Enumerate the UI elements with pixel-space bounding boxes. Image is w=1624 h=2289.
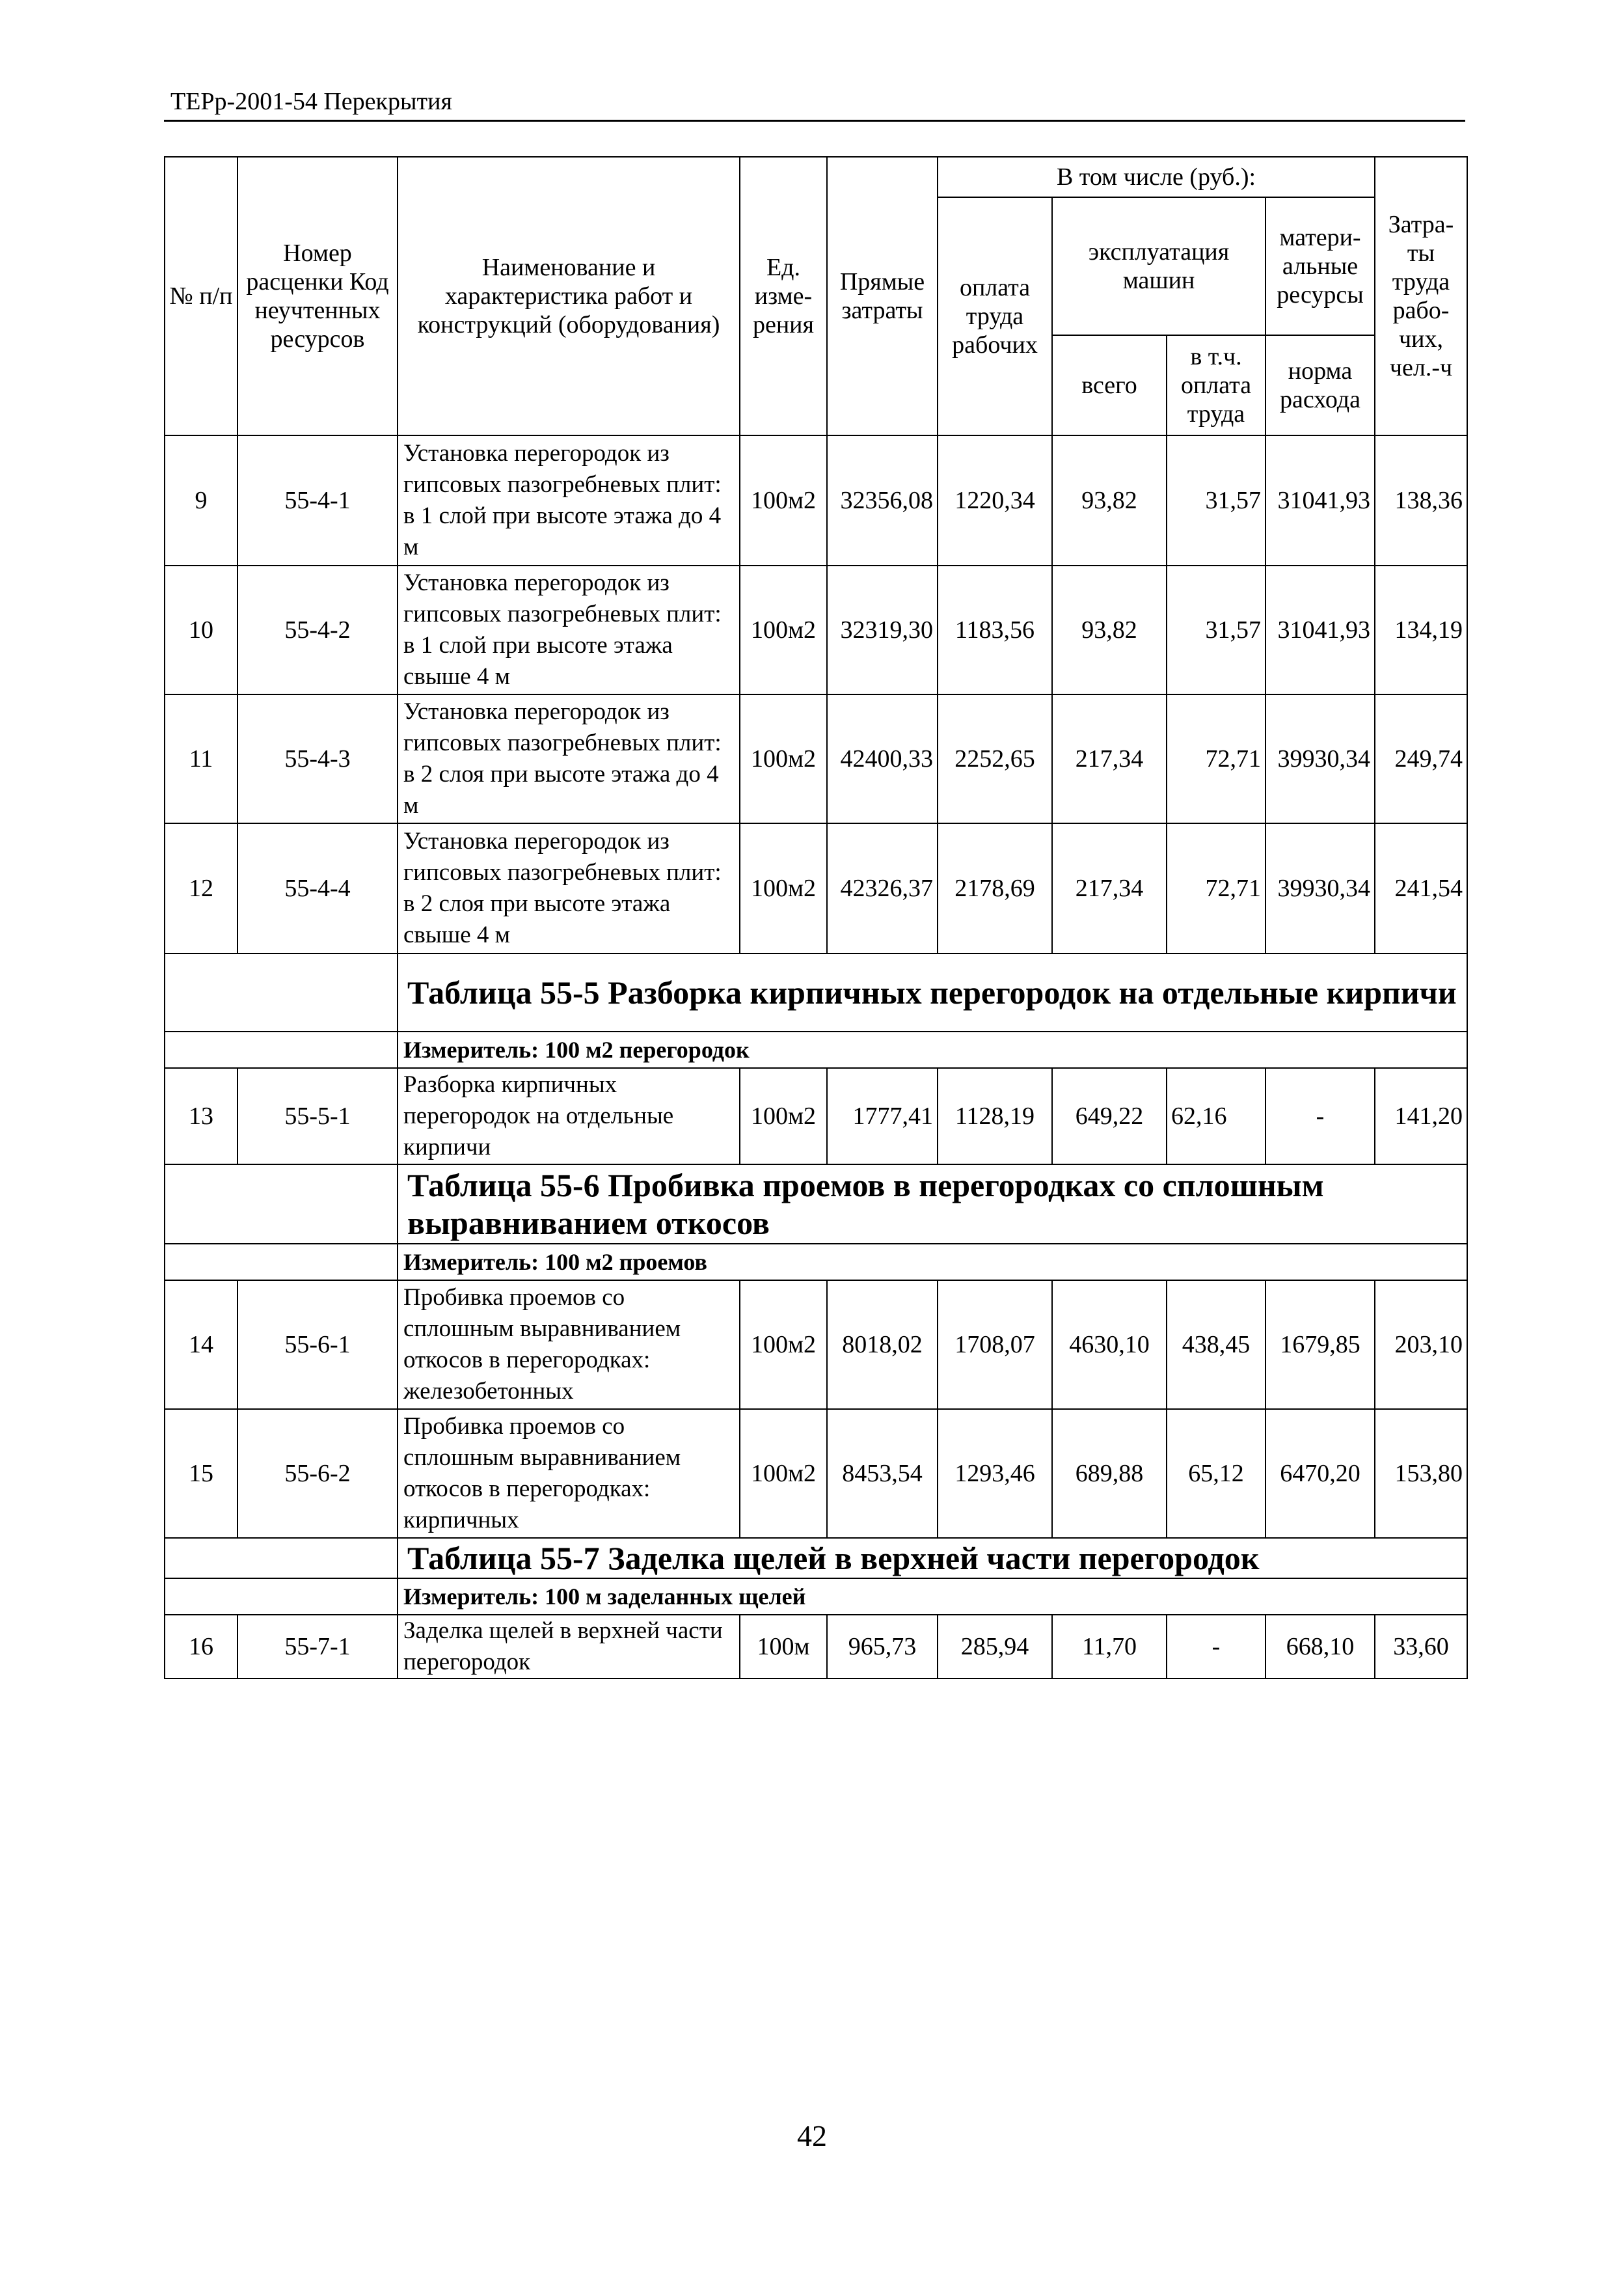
cell-labor-hours: 153,80 <box>1375 1409 1467 1538</box>
cell-unit: 100м2 <box>740 566 827 694</box>
cell-code: 55-4-1 <box>237 435 398 566</box>
cell-num: 12 <box>165 823 237 953</box>
cell-machines-total: 4630,10 <box>1052 1280 1167 1409</box>
col-header-materials: матери- альные ресурсы <box>1265 197 1375 335</box>
col-header-machines-total: всего <box>1052 335 1167 435</box>
cell-name: Установка перегородок из гипсовых пазогребневых плит: в 2 слоя при высоте этажа до 4 м <box>398 694 740 823</box>
col-header-materials-norm: норма расхода <box>1265 335 1375 435</box>
table-row <box>165 1280 1467 1409</box>
cell-materials: 31041,93 <box>1265 435 1375 566</box>
section-meter: Измеритель: 100 м2 перегородок <box>398 1032 1467 1068</box>
cell-direct: 965,73 <box>827 1615 938 1679</box>
cell-num: 11 <box>165 694 237 823</box>
table-row <box>165 823 1467 953</box>
section-title: Таблица 55-5 Разборка кирпичных перегородок на отдельные кирпичи <box>398 953 1467 1032</box>
cell-labor-pay: 2178,69 <box>938 823 1052 953</box>
col-header-machines-labor: в т.ч. оплата труда <box>1167 335 1265 435</box>
cell-name: Разборка кирпичных перегородок на отдельные кирпичи <box>398 1068 740 1164</box>
cell-machines-total: 11,70 <box>1052 1615 1167 1679</box>
cell-materials: - <box>1265 1068 1375 1164</box>
cell-labor-hours: 33,60 <box>1375 1615 1467 1679</box>
cell-materials: 31041,93 <box>1265 566 1375 694</box>
cell-machines-total: 217,34 <box>1052 823 1167 953</box>
cell-direct: 32356,08 <box>827 435 938 566</box>
cell-direct: 1777,41 <box>827 1068 938 1164</box>
cell-code: 55-4-2 <box>237 566 398 694</box>
table-row <box>165 1615 1467 1679</box>
cell-direct: 8018,02 <box>827 1280 938 1409</box>
cell-code: 55-5-1 <box>237 1068 398 1164</box>
cell-materials: 668,10 <box>1265 1615 1375 1679</box>
cell-code: 55-6-1 <box>237 1280 398 1409</box>
cell-labor-hours: 249,74 <box>1375 694 1467 823</box>
cell-unit: 100м2 <box>740 435 827 566</box>
cell-materials: 39930,34 <box>1265 823 1375 953</box>
cell-labor-pay: 1183,56 <box>938 566 1052 694</box>
section-spacer <box>165 1164 398 1244</box>
col-header-num: № п/п <box>165 157 237 435</box>
cell-code: 55-6-2 <box>237 1409 398 1538</box>
cell-labor-hours: 134,19 <box>1375 566 1467 694</box>
cell-name: Пробивка проемов со сплошным выравниванием откосов в перегородках: железобетонных <box>398 1280 740 1409</box>
section-title: Таблица 55-6 Пробивка проемов в перегородках со сплошным выравниванием откосов <box>398 1164 1467 1244</box>
table-row <box>165 435 1467 566</box>
cell-name: Пробивка проемов со сплошным выравниванием откосов в перегородках: кирпичных <box>398 1409 740 1538</box>
cell-direct: 8453,54 <box>827 1409 938 1538</box>
cell-unit: 100м2 <box>740 1409 827 1538</box>
cell-code: 55-4-3 <box>237 694 398 823</box>
col-header-labor-hours: Затра- ты труда рабо- чих, чел.-ч <box>1375 157 1467 435</box>
page-number: 42 <box>797 2119 827 2152</box>
cell-machines-total: 93,82 <box>1052 566 1167 694</box>
section-title: Таблица 55-7 Заделка щелей в верхней части перегородок <box>398 1538 1467 1578</box>
cell-machines-total: 217,34 <box>1052 694 1167 823</box>
cell-labor-pay: 1220,34 <box>938 435 1052 566</box>
cell-code: 55-4-4 <box>237 823 398 953</box>
cell-name: Заделка щелей в верхней части перегородок <box>398 1615 740 1679</box>
cell-labor-pay: 1708,07 <box>938 1280 1052 1409</box>
cell-labor-hours: 138,36 <box>1375 435 1467 566</box>
col-header-name: Наименование и характеристика работ и конструкций (оборудования) <box>398 157 740 435</box>
cell-direct: 42400,33 <box>827 694 938 823</box>
col-header-unit: Ед. изме- рения <box>740 157 827 435</box>
cell-num: 13 <box>165 1068 237 1164</box>
cell-machines-labor: 62,16 <box>1167 1068 1265 1164</box>
cell-labor-hours: 241,54 <box>1375 823 1467 953</box>
cell-num: 15 <box>165 1409 237 1538</box>
cell-labor-pay: 2252,65 <box>938 694 1052 823</box>
cell-machines-labor: - <box>1167 1615 1265 1679</box>
cell-num: 16 <box>165 1615 237 1679</box>
cell-labor-pay: 285,94 <box>938 1615 1052 1679</box>
cell-machines-labor: 31,57 <box>1167 566 1265 694</box>
cell-num: 10 <box>165 566 237 694</box>
cell-direct: 42326,37 <box>827 823 938 953</box>
cell-machines-labor: 31,57 <box>1167 435 1265 566</box>
cell-machines-labor: 72,71 <box>1167 694 1265 823</box>
cell-unit: 100м2 <box>740 694 827 823</box>
cell-labor-hours: 141,20 <box>1375 1068 1467 1164</box>
cell-materials: 1679,85 <box>1265 1280 1375 1409</box>
cell-unit: 100м2 <box>740 1068 827 1164</box>
cell-machines-labor: 438,45 <box>1167 1280 1265 1409</box>
table-row <box>165 694 1467 823</box>
section-spacer <box>165 953 398 1032</box>
col-header-direct-costs: Прямые затраты <box>827 157 938 435</box>
table-row <box>165 1068 1467 1164</box>
col-header-code: Номер расценки Код неучтенных ресурсов <box>237 157 398 435</box>
cell-num: 9 <box>165 435 237 566</box>
header-rule <box>164 120 1465 122</box>
col-header-machines: эксплуатация машин <box>1052 197 1265 335</box>
table-row <box>165 566 1467 694</box>
section-spacer <box>165 1578 398 1615</box>
table-row <box>165 1409 1467 1538</box>
section-spacer <box>165 1244 398 1280</box>
cell-direct: 32319,30 <box>827 566 938 694</box>
cell-labor-pay: 1128,19 <box>938 1068 1052 1164</box>
cell-unit: 100м2 <box>740 823 827 953</box>
cell-machines-total: 689,88 <box>1052 1409 1167 1538</box>
section-spacer <box>165 1538 398 1578</box>
cell-machines-labor: 65,12 <box>1167 1409 1265 1538</box>
cell-machines-total: 93,82 <box>1052 435 1167 566</box>
cell-labor-hours: 203,10 <box>1375 1280 1467 1409</box>
section-meter: Измеритель: 100 м заделанных щелей <box>398 1578 1467 1615</box>
cell-code: 55-7-1 <box>237 1615 398 1679</box>
cell-unit: 100м2 <box>740 1280 827 1409</box>
cell-materials: 6470,20 <box>1265 1409 1375 1538</box>
cell-labor-pay: 1293,46 <box>938 1409 1052 1538</box>
section-meter: Измеритель: 100 м2 проемов <box>398 1244 1467 1280</box>
cell-unit: 100м <box>740 1615 827 1679</box>
section-spacer <box>165 1032 398 1068</box>
col-header-including: В том числе (руб.): <box>938 157 1375 197</box>
document-header-title: ТЕРр-2001-54 Перекрытия <box>170 88 452 115</box>
cell-num: 14 <box>165 1280 237 1409</box>
cell-name: Установка перегородок из гипсовых пазогребневых плит: в 1 слой при высоте этажа свыше 4 м <box>398 566 740 694</box>
col-header-labor-pay: оплата труда рабочих <box>938 197 1052 435</box>
cell-name: Установка перегородок из гипсовых пазогребневых плит: в 1 слой при высоте этажа до 4 м <box>398 435 740 566</box>
rates-table <box>164 156 1468 1679</box>
cell-name: Установка перегородок из гипсовых пазогребневых плит: в 2 слоя при высоте этажа свыше 4 м <box>398 823 740 953</box>
cell-materials: 39930,34 <box>1265 694 1375 823</box>
cell-machines-labor: 72,71 <box>1167 823 1265 953</box>
cell-machines-total: 649,22 <box>1052 1068 1167 1164</box>
